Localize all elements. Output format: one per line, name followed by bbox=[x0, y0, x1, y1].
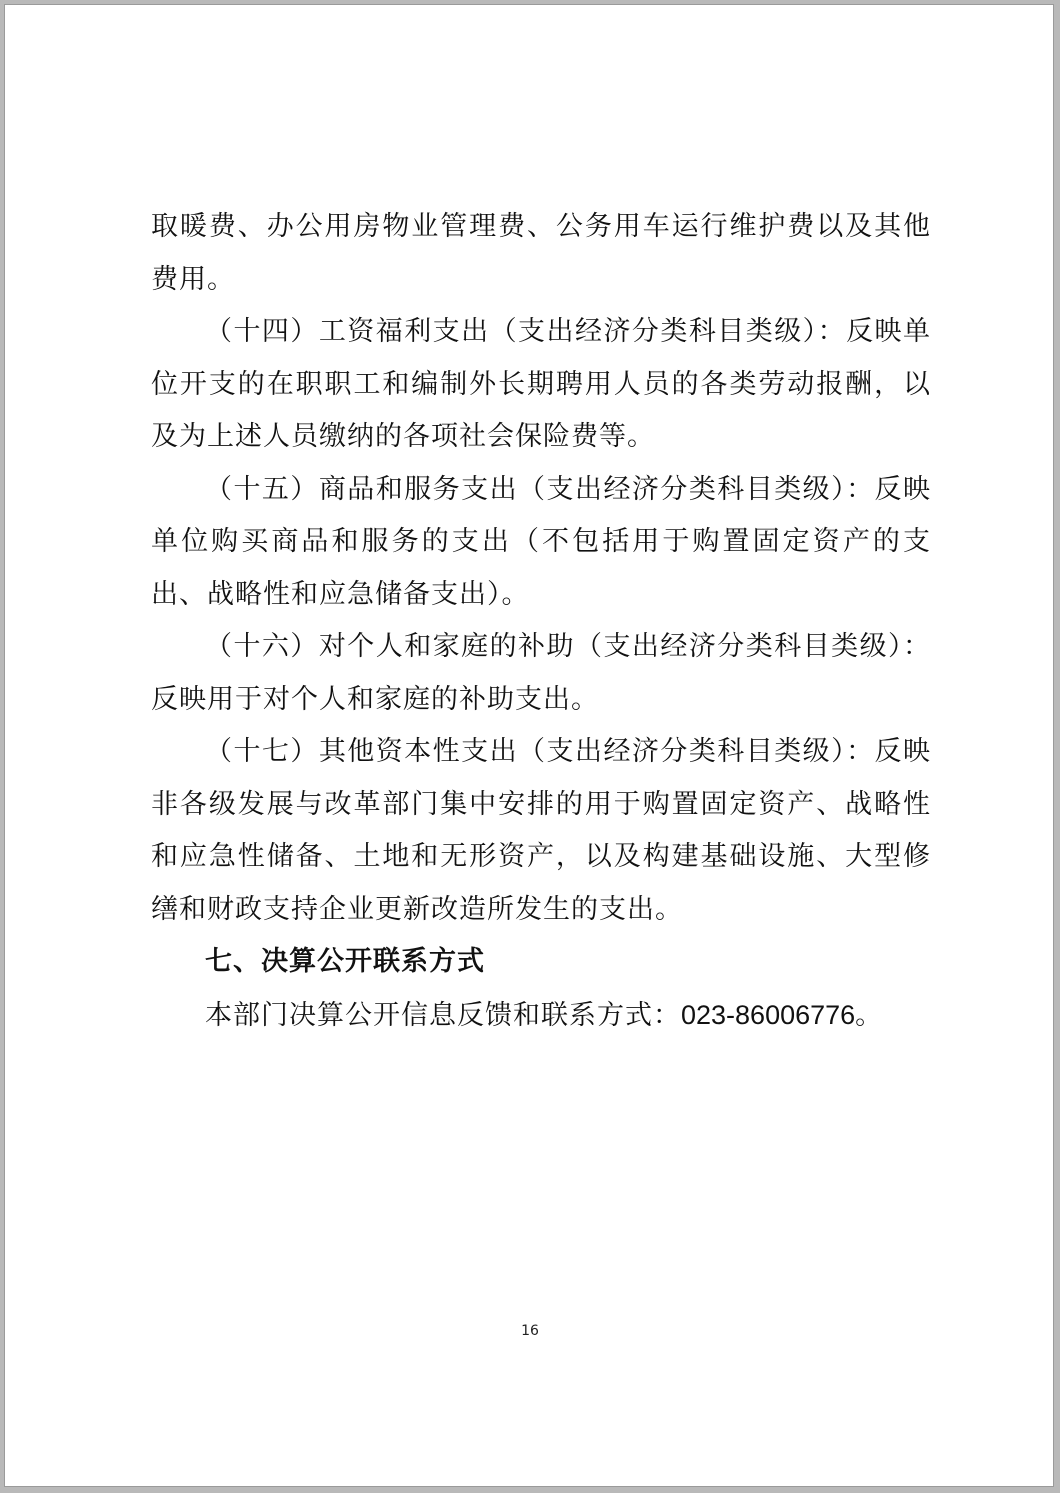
paragraph-household-subsidy: （十六）对个人和家庭的补助（支出经济分类科目类级）：反映用于对个人和家庭的补助支出。 bbox=[151, 631, 931, 715]
contact-end-mark: 。 bbox=[855, 999, 884, 1031]
document-page bbox=[4, 4, 1054, 1487]
page-number: 16 bbox=[521, 1323, 539, 1339]
contact-phone: 023-86006776 bbox=[681, 999, 856, 1030]
paragraph-expense-continuation: 取暖费、办公用房物业管理费、公务用车运行维护费以及其他费用。 bbox=[151, 211, 931, 295]
contact-label: 本部门决算公开信息反馈和联系方式： bbox=[205, 999, 681, 1031]
paragraph-goods-services: （十五）商品和服务支出（支出经济分类科目类级）：反映单位购买商品和服务的支出（不包括用于购置固定资产的支出、战略性和应急储备支出）。 bbox=[151, 473, 931, 610]
paragraph-wage-welfare: （十四）工资福利支出（支出经济分类科目类级）：反映单位开支的在职职工和编制外长期聘用人员的各类劳动报酬，以及为上述人员缴纳的各项社会保险费等。 bbox=[151, 316, 931, 452]
document-body bbox=[151, 201, 931, 1042]
section-heading-contact: 七、决算公开联系方式 bbox=[205, 946, 485, 977]
paragraph-other-capital: （十七）其他资本性支出（支出经济分类科目类级）：反映非各级发展与改革部门集中安排的用于购置固定资产、战略性和应急性储备、土地和无形资产，以及构建基础设施、大型修缮和财政支持企业更新改造所发生的支出。 bbox=[151, 736, 931, 925]
contact-line bbox=[151, 989, 931, 1043]
